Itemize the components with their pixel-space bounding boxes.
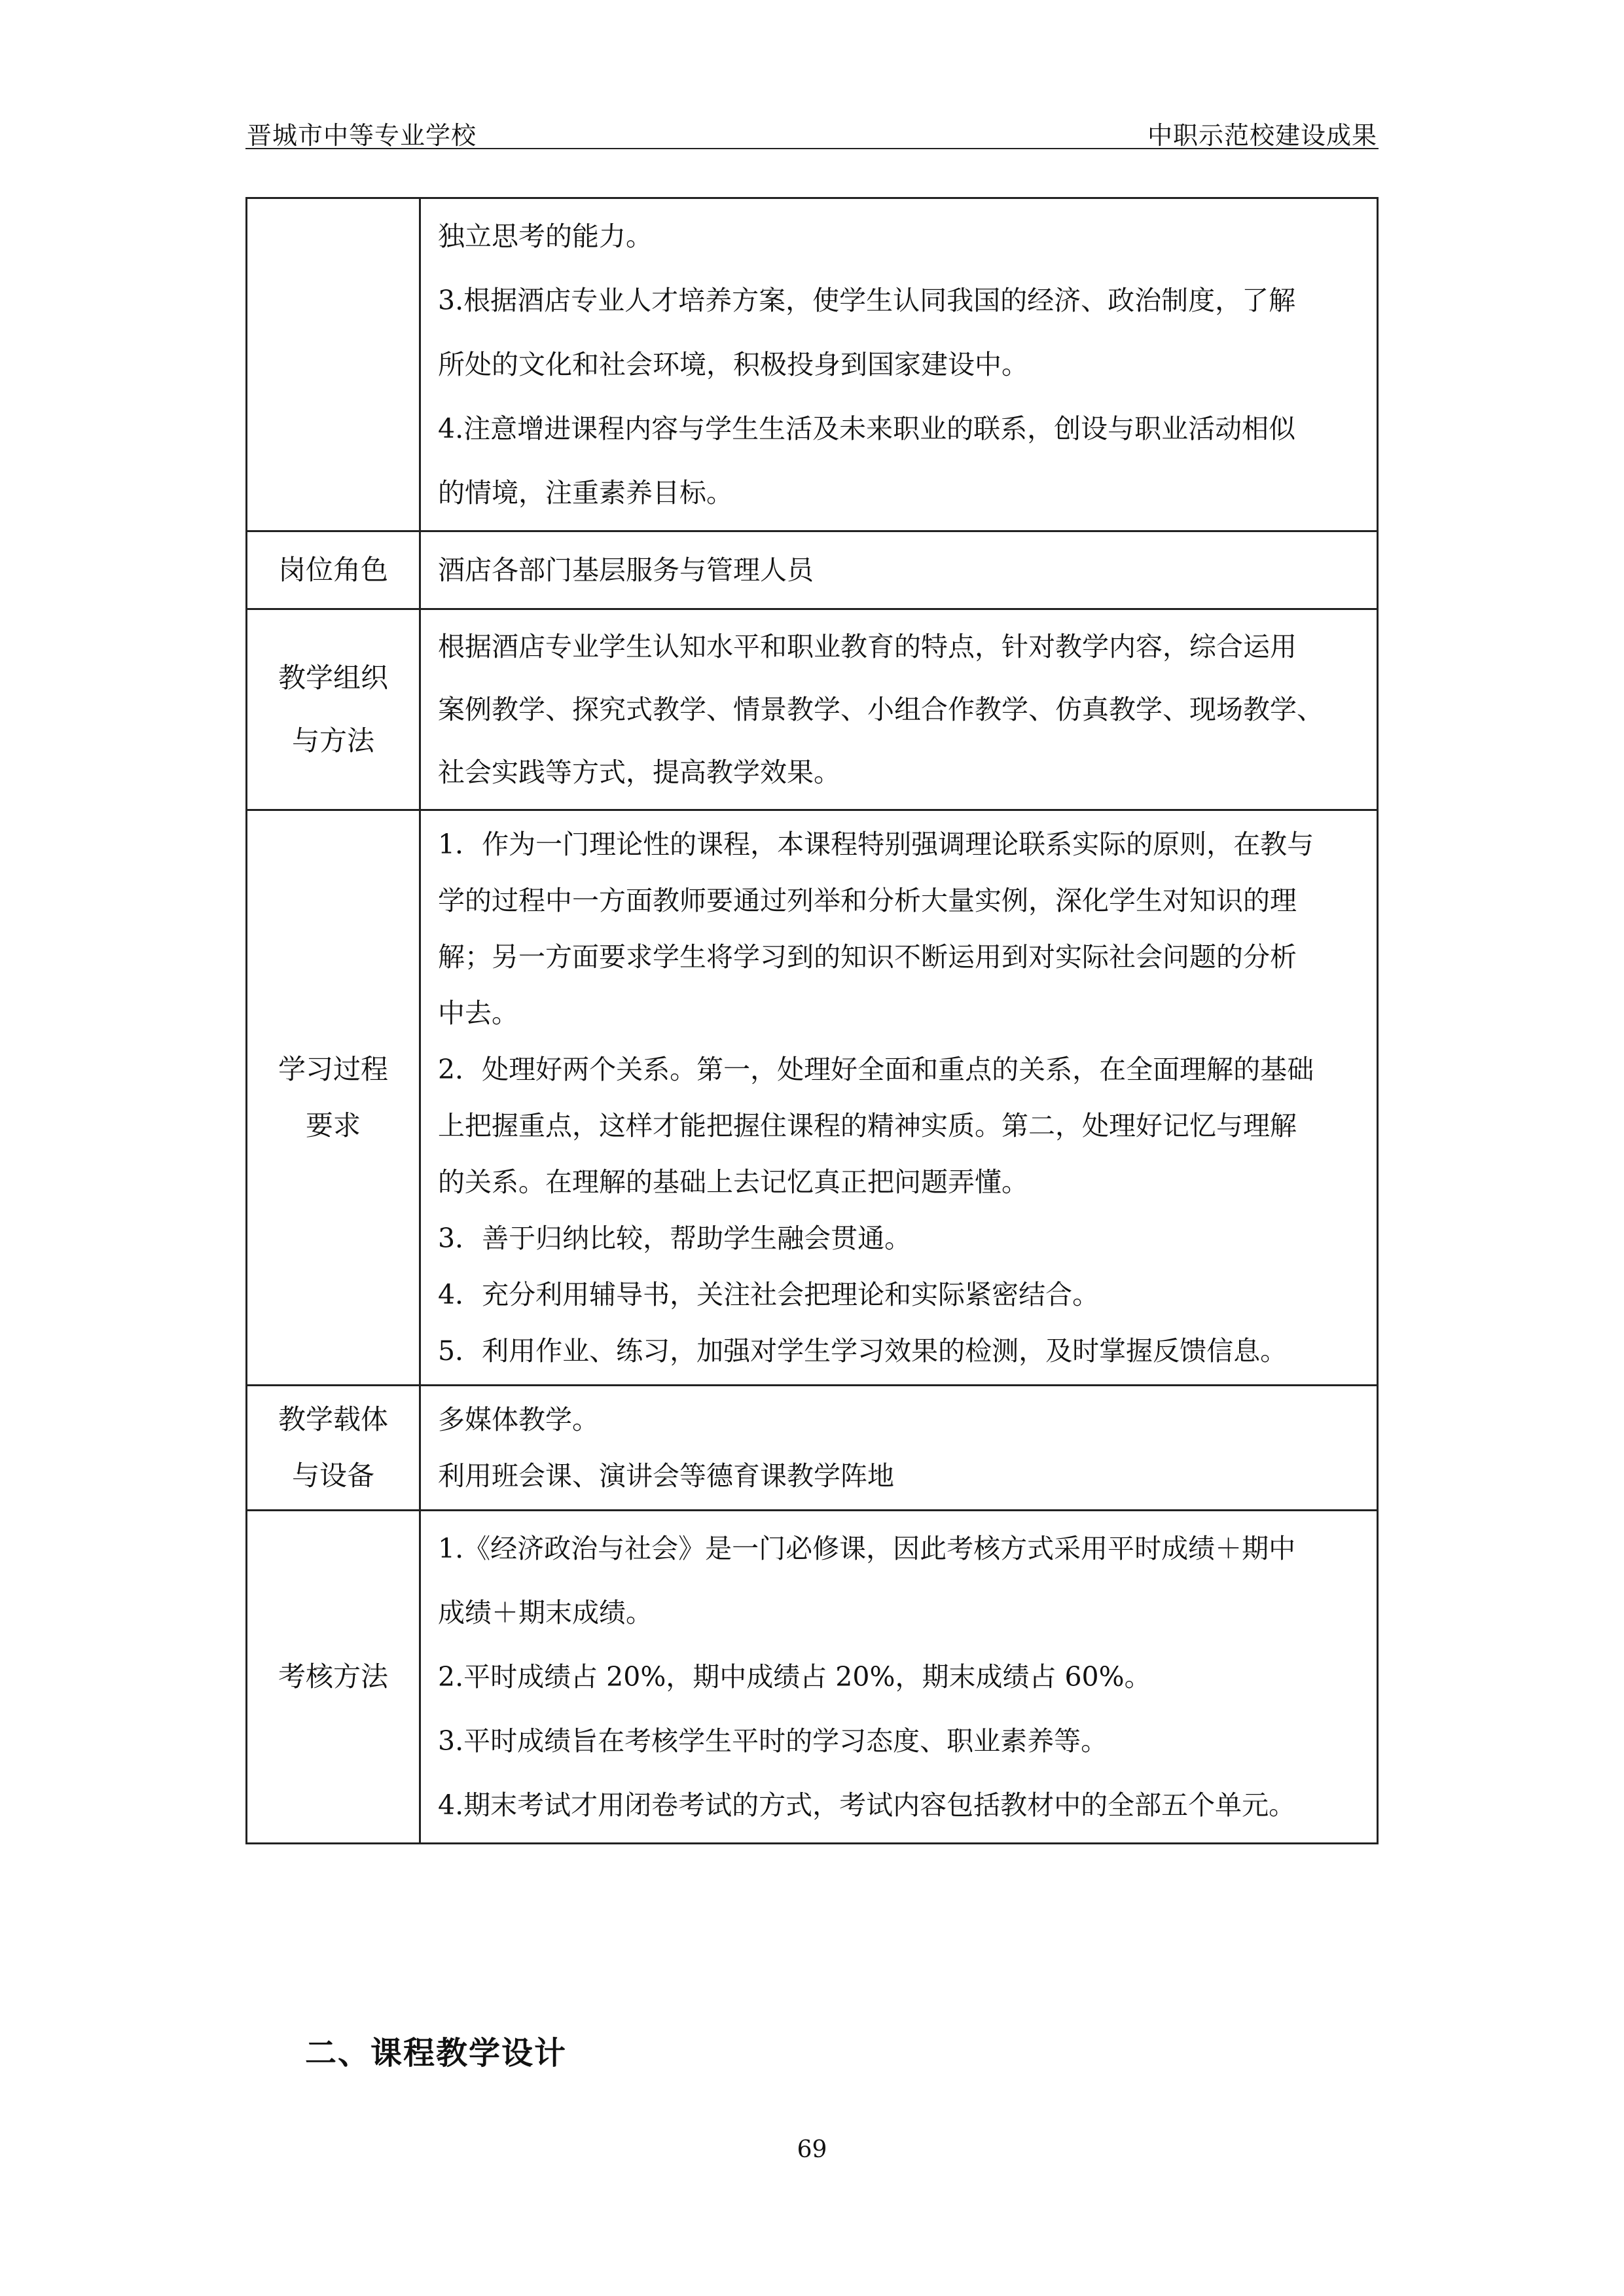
- label-line: 教学组织: [278, 662, 388, 694]
- content-line: 学的过程中一方面教师要通过列举和分析大量实例，深化学生对知识的理: [438, 885, 1297, 916]
- content-line: 的情境，注重素养目标。: [438, 477, 733, 509]
- header-document-title: 中职示范校建设成果: [1147, 121, 1377, 150]
- course-info-table: [245, 197, 1379, 1844]
- row-label-teaching-equipment: [247, 1386, 420, 1511]
- table-row: [247, 531, 1378, 609]
- content-line: 1．作为一门理论性的课程，本课程特别强调理论联系实际的原则，在教与: [438, 829, 1314, 860]
- header-school-name: 晋城市中等专业学校: [247, 121, 477, 150]
- label-line: 与方法: [291, 725, 374, 757]
- table-row: [247, 1386, 1378, 1511]
- content-line: 所处的文化和社会环境，积极投身到国家建设中。: [438, 349, 1028, 380]
- content-line: 独立思考的能力。: [438, 221, 653, 252]
- content-line: 中去。: [438, 997, 518, 1029]
- label-line: 与设备: [291, 1460, 374, 1492]
- content-line: 1.《经济政治与社会》是一门必修课，因此考核方式采用平时成绩＋期中: [438, 1533, 1296, 1564]
- content-line: 酒店各部门基层服务与管理人员: [438, 554, 814, 586]
- table-row: [247, 198, 1378, 531]
- row-content-job-role: [420, 531, 1378, 609]
- content-line: 3.平时成绩旨在考核学生平时的学习态度、职业素养等。: [438, 1725, 1108, 1757]
- page-header: [245, 113, 1379, 149]
- row-label-learning-requirements: [247, 810, 420, 1386]
- row-label-empty: [247, 198, 420, 531]
- content-line: 案例教学、探究式教学、情景教学、小组合作教学、仿真教学、现场教学、: [438, 694, 1324, 725]
- content-line: 4．充分利用辅导书，关注社会把理论和实际紧密结合。: [438, 1279, 1100, 1310]
- label-line: 教学载体: [278, 1403, 388, 1435]
- row-label-teaching-method: [247, 609, 420, 810]
- table-row: [247, 609, 1378, 810]
- content-line: 2．处理好两个关系。第一，处理好全面和重点的关系，在全面理解的基础: [438, 1054, 1314, 1085]
- content-line: 利用班会课、演讲会等德育课教学阵地: [438, 1460, 894, 1492]
- row-label-assessment: 考核方法: [247, 1511, 420, 1844]
- row-content-teaching-method: [420, 609, 1378, 810]
- content-line: 3.根据酒店专业人才培养方案，使学生认同我国的经济、政治制度，了解: [438, 285, 1296, 316]
- table-row: [247, 1511, 1378, 1844]
- content-line: 2.平时成绩占 20%，期中成绩占 20%，期末成绩占 60%。: [438, 1661, 1151, 1693]
- label-line: 学习过程: [278, 1053, 388, 1085]
- content-line: 社会实践等方式，提高教学效果。: [438, 757, 840, 788]
- row-content-learning-requirements: [420, 810, 1378, 1386]
- content-line: 的关系。在理解的基础上去记忆真正把问题弄懂。: [438, 1166, 1028, 1198]
- content-line: 解；另一方面要求学生将学习到的知识不断运用到对实际社会问题的分析: [438, 941, 1297, 973]
- row-content-goals: [420, 198, 1378, 531]
- row-label-job-role: 岗位角色: [247, 531, 420, 609]
- content-line: 多媒体教学。: [438, 1404, 599, 1435]
- content-line: 4.期末考试才用闭卷考试的方式，考试内容包括教材中的全部五个单元。: [438, 1789, 1296, 1821]
- content-line: 3．善于归纳比较，帮助学生融会贯通。: [438, 1223, 912, 1254]
- row-content-teaching-equipment: [420, 1386, 1378, 1511]
- content-line: 4.注意增进课程内容与学生生活及未来职业的联系，创设与职业活动相似: [438, 413, 1296, 444]
- content-line: 上把握重点，这样才能把握住课程的精神实质。第二，处理好记忆与理解: [438, 1110, 1297, 1141]
- content-line: 成绩＋期末成绩。: [438, 1597, 653, 1628]
- content-line: 根据酒店专业学生认知水平和职业教育的特点，针对教学内容，综合运用: [438, 631, 1297, 662]
- table-row: [247, 810, 1378, 1386]
- page-number: 69: [797, 2136, 827, 2163]
- row-content-assessment: [420, 1511, 1378, 1844]
- section-title: 二、课程教学设计: [305, 2035, 568, 2072]
- label-line: 要求: [305, 1109, 361, 1141]
- content-line: 5．利用作业、练习，加强对学生学习效果的检测，及时掌握反馈信息。: [438, 1335, 1288, 1367]
